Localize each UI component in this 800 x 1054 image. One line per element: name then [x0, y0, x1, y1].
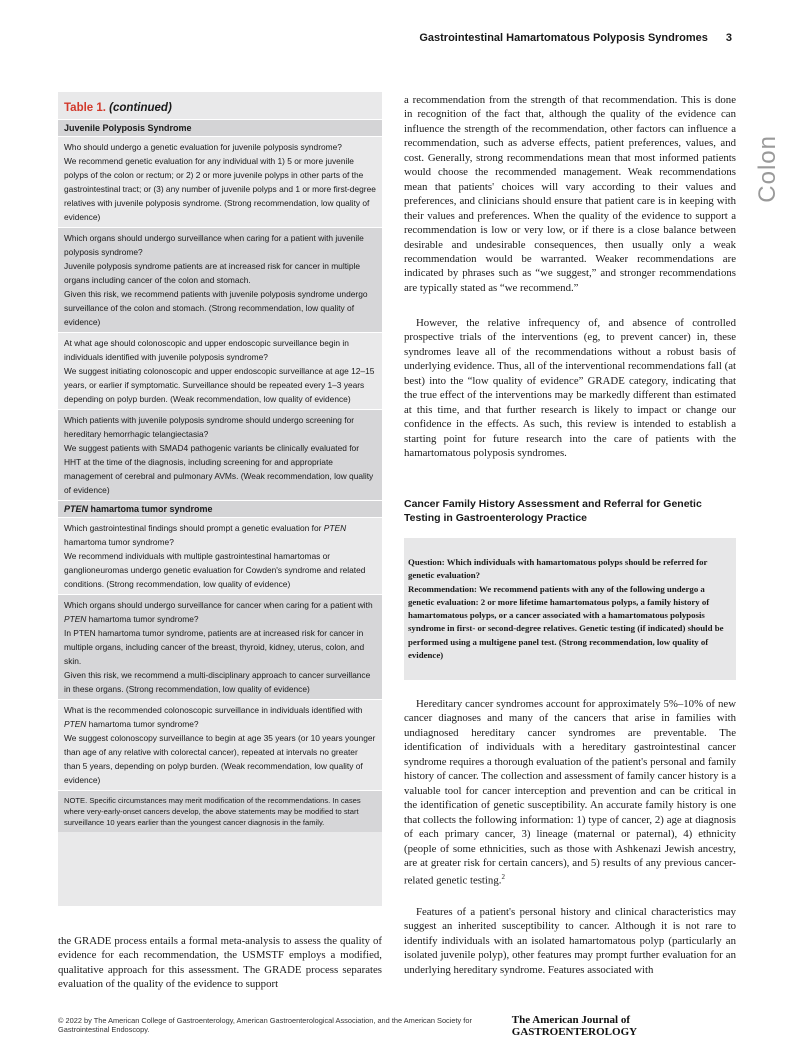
table-1: [58, 92, 382, 906]
section-heading-pten: PTEN hamartoma tumor syndrome: [58, 500, 382, 517]
page-footer: [58, 1014, 732, 1038]
table-row: [58, 699, 382, 790]
row-question: At what age should colonoscopic and upper endoscopic surveillance begin in individuals identified with juvenile polyposis syndrome?: [64, 338, 349, 362]
section-heading: Cancer Family History Assessment and Referral for Genetic Testing in Gastroenterology Practice: [404, 498, 702, 524]
reference-superscript: 2: [501, 873, 505, 882]
recommendation-label: Recommendation:: [408, 583, 477, 594]
section-side-tab: Colon: [754, 135, 781, 203]
row-question: Who should undergo a genetic evaluation for juvenile polyposis syndrome?: [64, 142, 342, 152]
question-label: Question:: [408, 557, 445, 567]
paragraph-evidence-quality: However, the relative infrequency of, and absence of controlled prospective trials of the interventions (eg, to prevent cancer) in, these syndromes leave all of the recommendations without a robust basis of underlying evidence. Thus, all of the interventional recommendations fall (at best) into the “low quality of evidence” GRADE category, indicating that the true effect of the interventions may be markedly different than estimated at this time, and that further research is likely to impact or change our confidence in the effects. As such, this review is intended to establish a starting point for future research into the care of patients with the hamartomatous polyposis syndromes.: [404, 317, 736, 460]
row-question: What is the recommended colonoscopic surveillance in individuals identified with PTEN hamartoma tumor syndrome?: [64, 705, 363, 729]
row-answer: We suggest colonoscopy surveillance to begin at age 35 years (or 10 years younger than age of any relative with colorectal cancer), repeated at intervals no greater than 5 years, depending on polyp burden. (Weak recommendation, low quality of evidence): [64, 733, 376, 785]
footer-copyright: © 2022 by The American College of Gastroenterology, American Gastroenterological Association, and the American Society for Gastrointestinal Endoscopy.: [58, 1016, 472, 1034]
table-row: [58, 332, 382, 409]
row-question: Which patients with juvenile polyposis syndrome should undergo screening for hereditary hemorrhagic telangiectasia?: [64, 415, 355, 439]
paragraph-hereditary-cancer: Hereditary cancer syndromes account for approximately 5%–10% of new cancer diagnoses and many of the cancers that arise in families with undiagnosed hereditary cancer syndromes are preventable. The identification of individuals with a hereditary gastrointestinal cancer syndrome requires a thorough evaluation of the patient's personal and family history of cancer. The collection and assessment of family cancer history is a valuable tool for cancer interception and prevention and can be critical in the identification of genetic susceptibility. An accurate family history is one that collects the following information: 1) type of cancer, 2) age at diagnosis of each primary cancer, 3) lineage (maternal or paternal), 4) ethnicity (people of some ethnicities, such as those with Ashkenazi Jewish ancestry, are at greater risk for certain cancers), and 5) results of any previous cancer-related genetic testing.$^2$: [404, 698, 736, 888]
running-header: [419, 32, 732, 44]
row-answer: We suggest patients with SMAD4 pathogenic variants be clinically evaluated for HHT at the time of the diagnosis, including screening for and appropriate management of cerebral and pulmonary AVMs. (Weak recommendation, low quality of evidence): [64, 443, 374, 495]
paragraph-grade-strength: a recommendation from the strength of that recommendation. This is done in recognition of the fact that, although the quality of the evidence can influence the strength of the recommendation, other factors can influence a recommendation, such as adverse effects, patient preferences, values, and cost. Generally, strong recommendations mean that most informed patients would choose the recommended management. Weak recommendations mean that patients' choices will vary according to their values and preferences, and clinicians should ensure that patient care is in keeping with their values and preferences. When the quality of the evidence to support a recommendation is low or very low, or if there is a close balance between desirable and undesirable consequences, then usually only a weak recommendation would be warranted. Weaker recommendations are indicated by phrases such as “we suggest,” and stronger recommendations are typically stated as “we recommend.”: [404, 94, 736, 294]
table-row: [58, 409, 382, 500]
page-number: 3: [725, 32, 732, 44]
table-row: [58, 136, 382, 227]
table-row: [58, 517, 382, 594]
table-label: Table 1.: [64, 102, 106, 114]
recommendation-box: [404, 538, 736, 680]
row-answer: We recommend genetic evaluation for any individual with 1) 5 or more juvenile polyps of the colon or rectum; or 2) 2 or more juvenile polyps in other parts of the gastrointestinal tract; or (3) any number of juvenile polyps and 1 or more first-degree relatives with juvenile polyposis syndrome. (Strong recommendation, low quality of evidence): [64, 156, 376, 222]
paragraph-features: Features of a patient's personal history and clinical characteristics may suggest an inherited susceptibility to cancer. Although it is not rare to identify individuals with an isolated hamartomatous polyp (particularly an isolated juvenile polyp), other features may prompt further evaluation for an underlying hereditary syndrome. Features associated with: [404, 906, 736, 976]
row-answer: We recommend individuals with multiple gastrointestinal hamartomas or ganglioneuromas undergo genetic evaluation for Cowden's syndrome and related conditions. (Strong recommendation, low quality of evidence): [64, 551, 366, 589]
table-note: NOTE. Specific circumstances may merit modification of the recommendations. In cases where very-early-onset cancers develop, the above statements may be modified to start surveillance 10 years earlier than the youngest cancer diagnosis in the family.: [58, 790, 382, 832]
row-question: Which organs should undergo surveillance when caring for a patient with juvenile polyposis syndrome?: [64, 233, 364, 257]
row-answer: We suggest initiating colonoscopic and upper endoscopic surveillance at age 12–15 years, or earlier if symptomatic. Surveillance should be repeated every 1–3 years depending on polyp burden. (Weak recommendation, low quality of evidence): [64, 366, 375, 404]
table-row: [58, 594, 382, 699]
recommendation-text: We recommend patients with any of the following undergo a genetic evaluation: 2 or more lifetime hamartomatous polyps, a family history of hamartomatous polyps, or a cancer associated with a hamartomatous polyposis syndrome in first- or second-degree relatives. Genetic testing (if indicated) should be performed using a multigene panel test. (Strong recommendation, low quality of evidence): [408, 583, 724, 661]
row-answer: In PTEN hamartoma tumor syndrome, patients are at increased risk for cancer in multiple organs, including cancer of the breast, thyroid, kidney, uterus, colon, and skin.: [64, 628, 365, 666]
row-answer: Juvenile polyposis syndrome patients are at increased risk for cancer in multiple organs including cancer of the colon and stomach.: [64, 261, 361, 285]
left-column-paragraph: the GRADE process entails a formal meta-analysis to assess the quality of evidence for each recommendation, the USMSTF employs a modified, qualitative approach for this assessment. The GRADE process separates evaluation of the quality of the evidence to support: [58, 935, 382, 991]
running-title: Gastrointestinal Hamartomatous Polyposis Syndromes: [419, 32, 708, 44]
table-title: [58, 92, 382, 119]
row-answer-2: Given this risk, we recommend a multi-disciplinary approach to cancer surveillance in these organs. (Strong recommendation, low quality of evidence): [64, 670, 371, 694]
row-question: Which organs should undergo surveillance for cancer when caring for a patient with PTEN hamartoma tumor syndrome?: [64, 600, 373, 624]
section-heading-jps: Juvenile Polyposis Syndrome: [58, 119, 382, 136]
table-continued: (continued): [109, 102, 172, 114]
journal-name: The American Journal of GASTROENTEROLOGY: [511, 1014, 638, 1038]
row-question: Which gastrointestinal findings should prompt a genetic evaluation for PTEN hamartoma tumor syndrome?: [64, 523, 347, 547]
row-answer-2: Given this risk, we recommend patients with juvenile polyposis syndrome undergo surveillance of the colon and stomach. (Strong recommendation, low quality of evidence): [64, 289, 368, 327]
question-text: Which individuals with hamartomatous polyps should be referred for genetic evaluation?: [408, 557, 708, 581]
table-row: [58, 227, 382, 332]
